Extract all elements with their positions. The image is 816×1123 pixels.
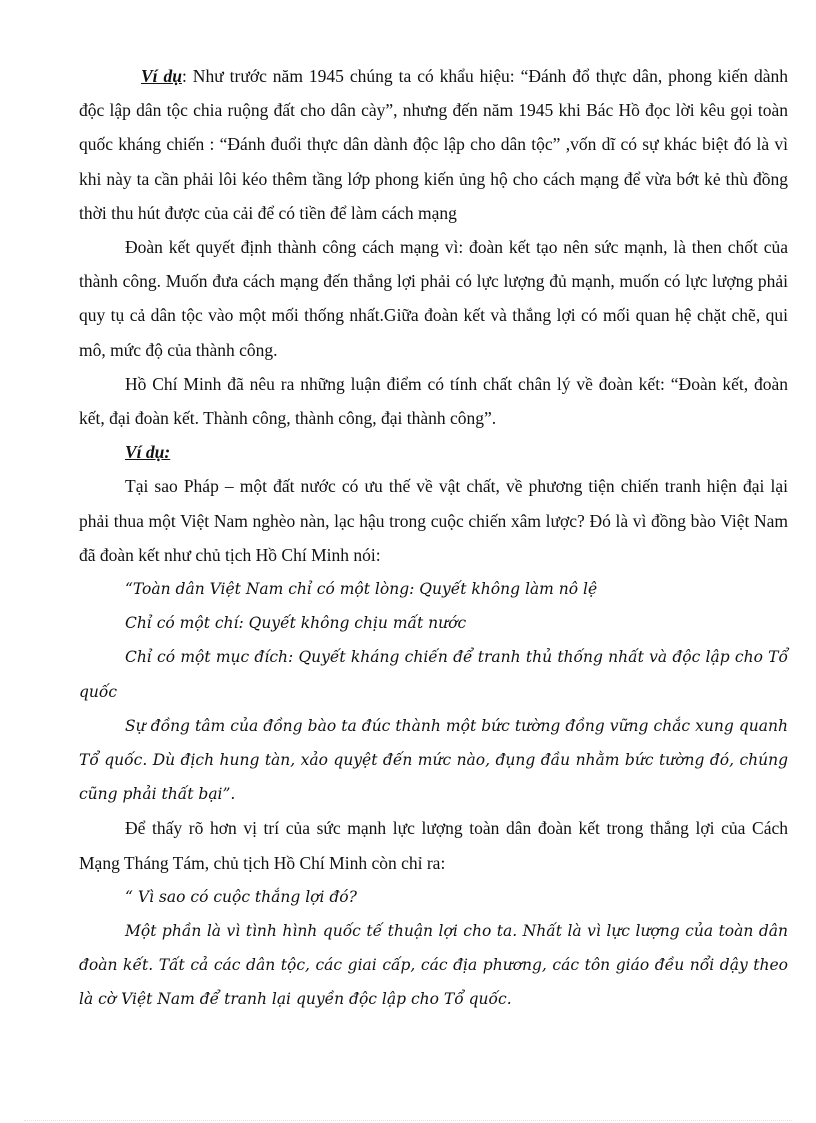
example-label: Ví dụ xyxy=(141,66,182,86)
paragraph-example-2-label xyxy=(79,435,788,469)
document-body xyxy=(79,59,788,1017)
paragraph-france-question: Tại sao Pháp – một đất nước có ưu thế về vật chất, về phương tiện chiến tranh hiện đại lại phải thua một Việt Nam nghèo nàn, lạc hậu trong cuộc chiến xâm lược? Đó là vì đồng bào Việt Nam đã đoàn kết như chủ tịch Hồ Chí Minh nói: xyxy=(79,476,788,565)
quote-line-2: Chỉ có một chí: Quyết không chịu mất nước xyxy=(125,614,467,633)
quote-line-6: Một phần là vì tình hình quốc tế thuận lợi cho ta. Nhất là vì lực lượng của toàn dân đoàn kết. Tất cả các dân tộc, các giai cấp, các địa phương, các tôn giáo đều nổi dậy theo là cờ Việt Nam để tranh lại quyền độc lập cho Tổ quốc. xyxy=(79,922,788,1009)
quote-line-5: “ Vì sao có cuộc thắng lợi đó? xyxy=(125,887,357,906)
paragraph-ho-chi-minh-truth: Hồ Chí Minh đã nêu ra những luận điểm có tính chất chân lý về đoàn kết: “Đoàn kết, đoàn kết, đại đoàn kết. Thành công, thành công, đại thành công”. xyxy=(79,373,788,429)
paragraph-example-1 xyxy=(79,59,788,230)
paragraph-text: : Như trước năm 1945 chúng ta có khẩu hiệu: “Đánh đổ thực dân, phong kiến dành độc lập dân tộc chia ruộng đất cho dân cày”, nhưng đến năm 1945 khi Bác Hồ đọc lời kêu gọi toàn quốc kháng chiến : “Đánh đuổi thực dân dành độc lập cho dân tộc” ,vốn dĩ có sự khác biệt đó là vì khi này ta cần phải lôi kéo thêm tầng lớp phong kiến ủng hộ cho cách mạng để vừa bớt kẻ thù đồng thời thu hút được của cải để có tiền để làm cách mạng xyxy=(79,66,788,223)
quote-line-4: Sự đồng tâm của đồng bào ta đúc thành một bức tường đồng vững chắc xung quanh Tổ quốc. Dù địch hung tàn, xảo quyệt đến mức nào, đụng đầu nhằm bức tường đó, chúng cũng phải thất bại”. xyxy=(79,716,788,804)
page-bottom-divider xyxy=(24,1120,792,1121)
paragraph-august-revolution: Để thấy rõ hơn vị trí của sức mạnh lực lượng toàn dân đoàn kết trong thắng lợi của Cách Mạng Tháng Tám, chủ tịch Hồ Chí Minh còn chỉ ra: xyxy=(79,818,788,873)
quote-line-1: “Toàn dân Việt Nam chỉ có một lòng: Quyết không làm nô lệ xyxy=(125,580,598,599)
paragraph-unity-success: Đoàn kết quyết định thành công cách mạng vì: đoàn kết tạo nên sức mạnh, là then chốt của thành công. Muốn đưa cách mạng đến thắng lợi phải có lực lượng đủ mạnh, muốn có lực lượng phải quy tụ cả dân tộc vào một mối thống nhất.Giữa đoàn kết và thắng lợi có mối quan hệ chặt chẽ, qui mô, mức độ của thành công. xyxy=(79,237,788,360)
quote-line-3: Chỉ có một mục đích: Quyết kháng chiến để tranh thủ thống nhất và độc lập cho Tổ quốc xyxy=(79,648,788,701)
example-label: Ví dụ: xyxy=(125,442,171,463)
